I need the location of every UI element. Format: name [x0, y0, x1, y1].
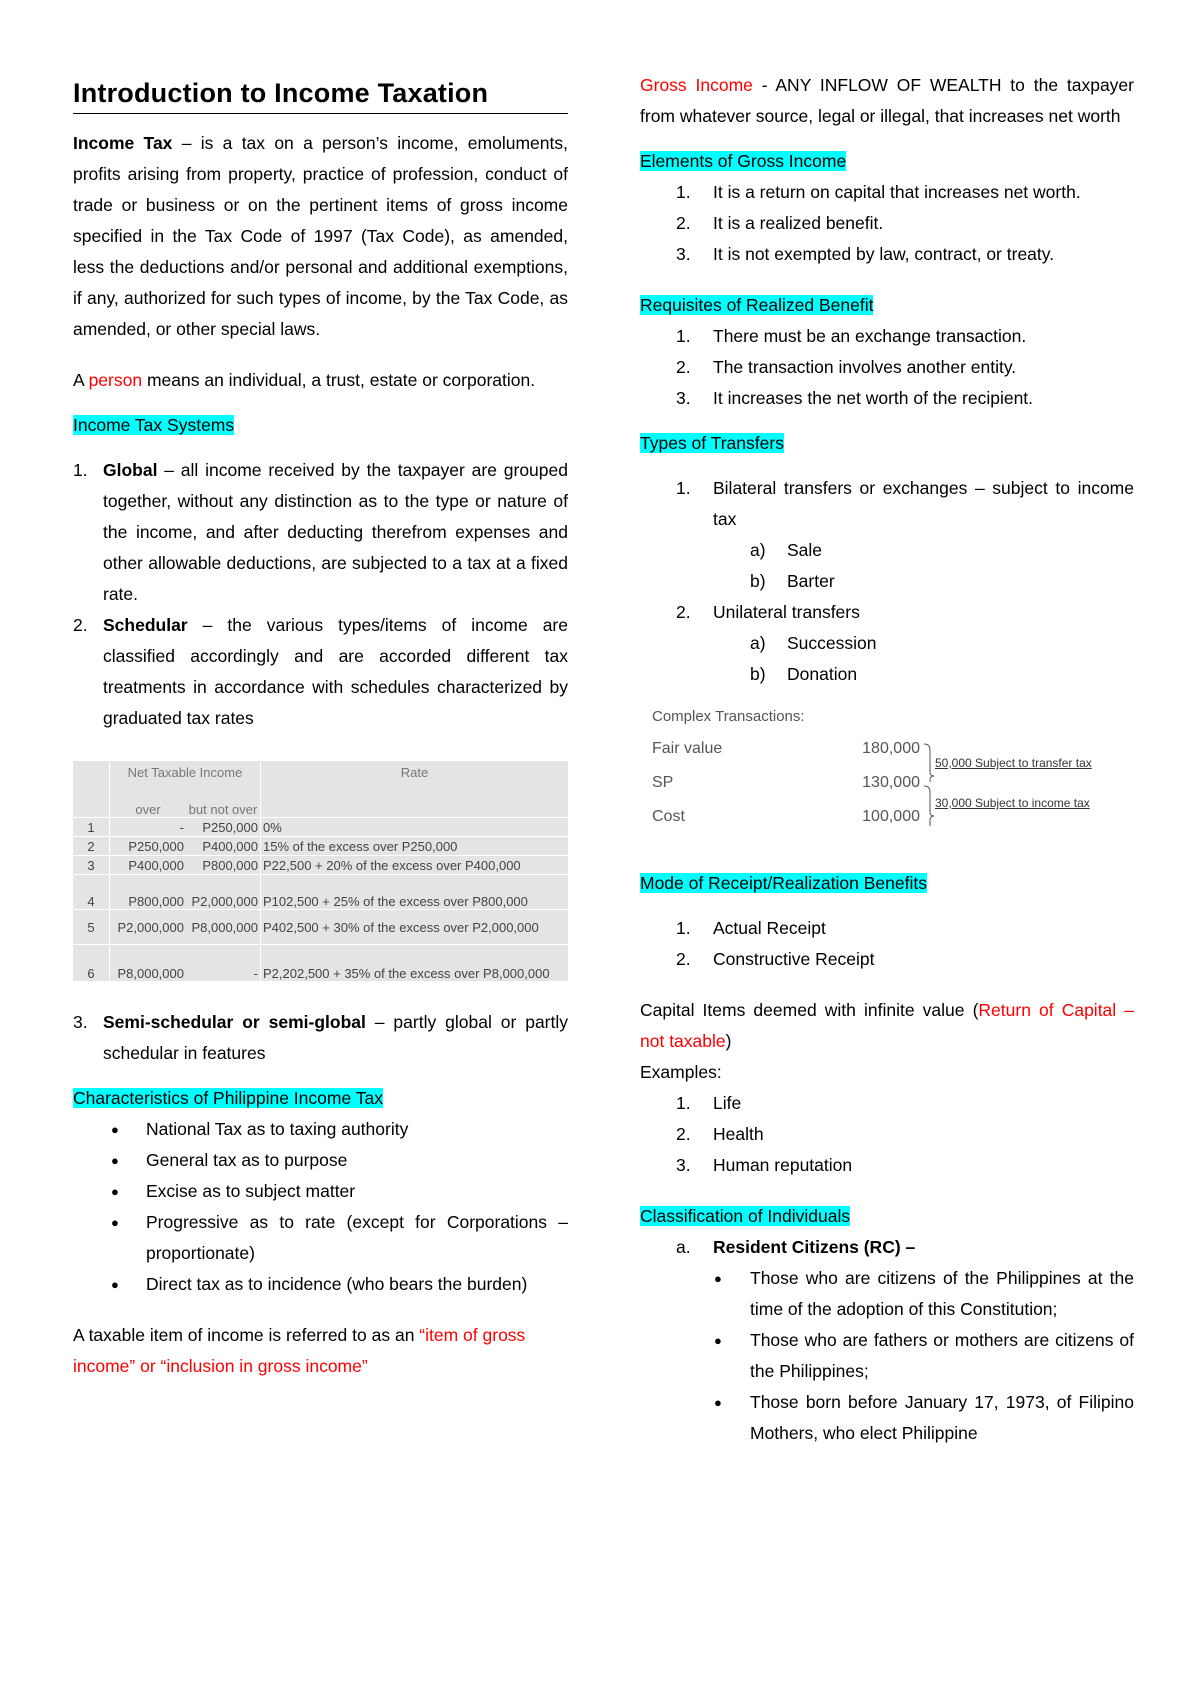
header-rate: Rate — [261, 761, 569, 784]
income-tax-term: Income Tax — [73, 133, 173, 153]
cell-over: P400,000 — [110, 856, 187, 875]
taxable-item-quote: “item of gross income” or “inclusion in gross income” — [73, 1325, 526, 1376]
example-text: Health — [713, 1124, 764, 1144]
capital-note: Return of Capital – not taxable — [640, 1000, 1134, 1051]
bullet-icon: ● — [111, 1215, 119, 1230]
class-item-text: Those who are fathers or mothers are citizens of the Philippines; — [750, 1330, 1134, 1381]
requisites-heading — [640, 290, 1134, 321]
list-number: 1. — [676, 326, 691, 346]
cell-rate: 0% — [261, 818, 569, 837]
cell-index: 6 — [73, 945, 110, 982]
income-tax-definition — [73, 128, 568, 345]
list-item — [640, 321, 1134, 352]
taxable-item-note — [73, 1320, 568, 1382]
cell-over: P2,000,000 — [110, 910, 187, 945]
page-title: Introduction to Income Taxation — [73, 78, 568, 114]
list-number: 2. — [676, 213, 691, 233]
list-item — [640, 1325, 1134, 1387]
cell-over: P250,000 — [110, 837, 187, 856]
table-row — [73, 910, 568, 945]
cell-index: 1 — [73, 818, 110, 837]
list-item — [640, 1119, 1134, 1150]
characteristics-heading-text: Characteristics of Philippine Income Tax — [73, 1088, 383, 1108]
table-subheader-row — [73, 783, 568, 818]
list-item — [640, 473, 1134, 535]
list-item-schedular — [73, 610, 568, 734]
system-text: – the various types/items of income are classified accordingly and are accorded different tax treatments in accordance with schedules characterized by graduated tax rates — [103, 615, 568, 728]
cell-index: 3 — [73, 856, 110, 875]
cell-rate: P102,500 + 25% of the excess over P800,000 — [261, 875, 569, 910]
cell-index: 2 — [73, 837, 110, 856]
class-item-text: Those born before January 17, 1973, of Filipino Mothers, who elect Philippine — [750, 1392, 1134, 1443]
cell-index: 5 — [73, 910, 110, 945]
list-item — [640, 1150, 1134, 1181]
list-item — [73, 1269, 568, 1300]
bullet-icon: ● — [111, 1277, 119, 1292]
cell-rate: 15% of the excess over P250,000 — [261, 837, 569, 856]
list-item — [73, 1207, 568, 1269]
transfer-sub-text: Barter — [787, 571, 835, 591]
list-item — [640, 566, 1134, 597]
cell-not-over: P8,000,000 — [186, 910, 261, 945]
list-item — [73, 1176, 568, 1207]
list-number: 3. — [676, 388, 691, 408]
elements-heading — [640, 146, 1134, 177]
cell-over: - — [110, 818, 187, 837]
list-item-resident-citizens — [640, 1232, 1134, 1263]
transfer-sub-text: Succession — [787, 633, 877, 653]
list-letter: b) — [750, 664, 766, 684]
complex-note-transfer-tax: 50,000 Subject to transfer tax — [935, 756, 1092, 770]
bullet-icon: ● — [714, 1333, 722, 1348]
classification-heading-text: Classification of Individuals — [640, 1206, 851, 1226]
element-text: It is a realized benefit. — [713, 213, 884, 233]
cell-index: 4 — [73, 875, 110, 910]
characteristic-text: Excise as to subject matter — [146, 1181, 356, 1201]
cell-not-over: - — [186, 945, 261, 982]
list-number: 1. — [73, 460, 88, 480]
transfer-sub-text: Donation — [787, 664, 858, 684]
list-item — [640, 383, 1134, 414]
list-item — [640, 1387, 1134, 1449]
header-over: over — [110, 783, 187, 818]
list-number: 3. — [73, 1012, 88, 1032]
complex-label: SP — [652, 774, 674, 791]
system-term: Semi-schedular or semi-global — [103, 1012, 366, 1032]
cell-rate: P402,500 + 30% of the excess over P2,000,000 — [261, 910, 569, 945]
system-term: Schedular — [103, 615, 188, 635]
bullet-icon: ● — [714, 1271, 722, 1286]
cell-not-over: P400,000 — [186, 837, 261, 856]
tax-rate-table — [73, 760, 568, 981]
complex-title: Complex Transactions: — [652, 708, 805, 725]
list-item — [640, 1088, 1134, 1119]
table-header-row — [73, 761, 568, 784]
list-item — [73, 1145, 568, 1176]
characteristic-text: Progressive as to rate (except for Corporations – proportionate) — [146, 1212, 568, 1263]
element-text: It is not exempted by law, contract, or treaty. — [713, 244, 1055, 264]
list-item — [640, 177, 1134, 208]
systems-heading — [73, 410, 568, 441]
classification-heading — [640, 1201, 1134, 1232]
table-row — [73, 875, 568, 910]
transfer-text: Bilateral transfers or exchanges – subject to income tax — [713, 478, 1134, 529]
complex-note-income-tax: 30,000 Subject to income tax — [935, 796, 1090, 810]
list-number: 2. — [676, 602, 691, 622]
complex-label: Cost — [652, 808, 685, 825]
right-column — [640, 70, 1134, 1449]
header-net-taxable-income: Net Taxable Income — [110, 761, 261, 784]
list-number: 2. — [676, 949, 691, 969]
list-item — [640, 208, 1134, 239]
cell-rate: P22,500 + 20% of the excess over P400,000 — [261, 856, 569, 875]
system-text: – all income received by the taxpayer are grouped together, without any distinction as to the type or nature of the income, and after deducting therefrom expenses and other allowable deductions, are subjected to a tax at a fixed rate. — [103, 460, 568, 604]
cell-not-over: P2,000,000 — [186, 875, 261, 910]
person-definition — [73, 365, 568, 396]
list-number: 1. — [676, 478, 691, 498]
list-item — [640, 1263, 1134, 1325]
requisite-text: It increases the net worth of the recipient. — [713, 388, 1034, 408]
person-prefix: A — [73, 370, 89, 390]
element-text: It is a return on capital that increases net worth. — [713, 182, 1081, 202]
list-letter: b) — [750, 571, 766, 591]
cell-not-over: P800,000 — [186, 856, 261, 875]
mode-heading-text: Mode of Receipt/Realization Benefits — [640, 873, 927, 893]
list-number: 1. — [676, 1093, 691, 1113]
list-number: 3. — [676, 1155, 691, 1175]
characteristic-text: National Tax as to taxing authority — [146, 1119, 409, 1139]
characteristic-text: Direct tax as to incidence (who bears the burden) — [146, 1274, 528, 1294]
example-text: Life — [713, 1093, 742, 1113]
example-text: Human reputation — [713, 1155, 853, 1175]
list-item — [640, 352, 1134, 383]
bullet-icon: ● — [111, 1184, 119, 1199]
characteristics-heading — [73, 1083, 568, 1114]
cell-rate: P2,202,500 + 35% of the excess over P8,000,000 — [261, 945, 569, 982]
mode-text: Constructive Receipt — [713, 949, 875, 969]
class-item-text: Those who are citizens of the Philippines at the time of the adoption of this Constitution; — [750, 1268, 1134, 1319]
list-number: 2. — [676, 357, 691, 377]
person-rest: means an individual, a trust, estate or corporation. — [142, 370, 536, 390]
systems-heading-text: Income Tax Systems — [73, 415, 235, 435]
gross-income-def-text: - ANY INFLOW OF WEALTH to the taxpayer from whatever source, legal or illegal, that increases net worth — [640, 75, 1134, 126]
system-term: Global — [103, 460, 158, 480]
list-number: 1. — [676, 918, 691, 938]
income-tax-def-text: – is a tax on a person’s income, emoluments, profits arising from property, practice of profession, conduct of trade or business or on the pertinent items of gross income specified in the Tax Code of 1997 (Tax Code), as amended, less the deductions and/or personal and additional exemptions, if any, authorized for such types of income, by the Tax Code, as amended, or other special laws. — [73, 133, 568, 339]
taxable-item-prefix: A taxable item of income is referred to as an — [73, 1325, 420, 1345]
bullet-icon: ● — [111, 1122, 119, 1137]
complex-value: 100,000 — [862, 808, 920, 825]
requisite-text: The transaction involves another entity. — [713, 357, 1017, 377]
requisites-heading-text: Requisites of Realized Benefit — [640, 295, 874, 315]
bullet-icon: ● — [714, 1395, 722, 1410]
list-item — [640, 913, 1134, 944]
table-row — [73, 945, 568, 982]
header-but-not-over: but not over — [188, 802, 258, 817]
person-term: person — [88, 370, 143, 390]
capital-suffix: ) — [725, 1031, 732, 1051]
list-item — [640, 597, 1134, 628]
table-row — [73, 856, 568, 875]
list-item — [640, 659, 1134, 690]
list-number: 3. — [676, 244, 691, 264]
characteristic-text: General tax as to purpose — [146, 1150, 348, 1170]
table-row — [73, 837, 568, 856]
list-letter: a) — [750, 540, 766, 560]
list-item — [73, 1114, 568, 1145]
list-item — [640, 535, 1134, 566]
cell-over: P800,000 — [110, 875, 187, 910]
elements-heading-text: Elements of Gross Income — [640, 151, 847, 171]
transfers-heading — [640, 428, 1134, 459]
list-letter: a. — [676, 1237, 691, 1257]
transfers-heading-text: Types of Transfers — [640, 433, 784, 453]
mode-text: Actual Receipt — [713, 918, 826, 938]
bullet-icon: ● — [111, 1153, 119, 1168]
cell-over: P8,000,000 — [110, 945, 187, 982]
requisite-text: There must be an exchange transaction. — [713, 326, 1027, 346]
list-letter: a) — [750, 633, 766, 653]
complex-value: 130,000 — [862, 774, 920, 791]
list-item — [640, 628, 1134, 659]
gross-income-term: Gross Income — [640, 75, 753, 95]
transfer-text: Unilateral transfers — [713, 602, 860, 622]
class-term: Resident Citizens (RC) — [713, 1237, 901, 1257]
list-item-global — [73, 455, 568, 610]
capital-items — [640, 995, 1134, 1057]
cell-not-over: P250,000 — [186, 818, 261, 837]
gross-income-definition — [640, 70, 1134, 132]
system-text: – partly global or partly schedular in features — [103, 1012, 568, 1063]
complex-value: 180,000 — [862, 740, 920, 757]
left-column — [73, 70, 568, 1382]
transfer-sub-text: Sale — [787, 540, 823, 560]
capital-prefix: Capital Items deemed with infinite value ( — [640, 1000, 979, 1020]
list-number: 1. — [676, 182, 691, 202]
complex-transactions — [640, 708, 1134, 840]
class-dash: – — [900, 1237, 916, 1257]
complex-label: Fair value — [652, 740, 723, 757]
list-number: 2. — [676, 1124, 691, 1144]
table-row — [73, 818, 568, 837]
mode-heading — [640, 868, 1134, 899]
list-item — [640, 944, 1134, 975]
list-item — [640, 239, 1134, 270]
list-item-semi-schedular — [73, 1007, 568, 1069]
list-number: 2. — [73, 615, 88, 635]
examples-label: Examples: — [640, 1062, 722, 1082]
